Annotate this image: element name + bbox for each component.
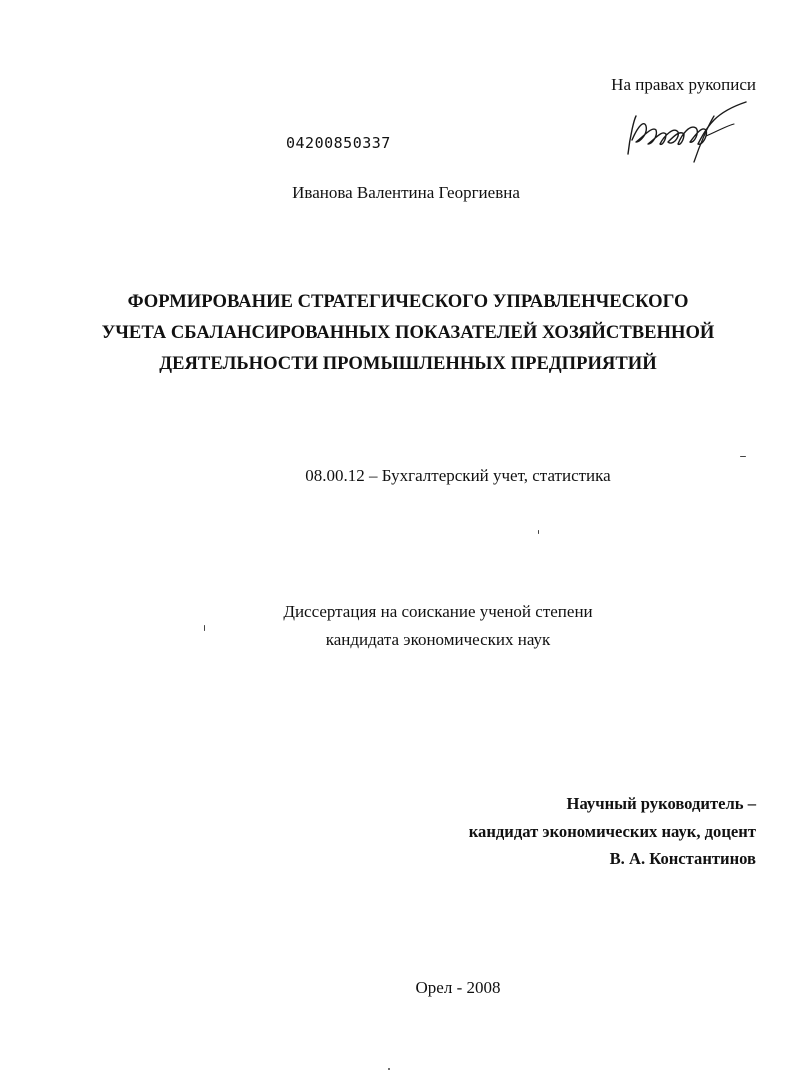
title-line: ФОРМИРОВАНИЕ СТРАТЕГИЧЕСКОГО УПРАВЛЕНЧЕСКОГО [127,291,689,312]
author-name: Иванова Валентина Георгиевна [292,183,520,202]
degree-statement [0,598,798,654]
place-and-year: Орел - 2008 [415,978,501,997]
manuscript-note: На правах рукописи [611,75,756,94]
scan-artifact [388,1068,390,1070]
supervisor-line: Научный руководитель – [566,794,756,813]
scientific-supervisor [469,790,756,873]
document-number: 04200850337 [286,134,391,152]
degree-line: кандидата экономических наук [325,630,551,649]
specialty-code: 08.00.12 – Бухгалтерский учет, статистика [305,466,611,485]
scan-artifact [740,456,746,457]
title-line: УЧЕТА СБАЛАНСИРОВАННЫХ ПОКАЗАТЕЛЕЙ ХОЗЯЙСТВЕННОЙ [101,322,715,343]
supervisor-line: В. А. Константинов [609,849,756,868]
title-line: ДЕЯТЕЛЬНОСТИ ПРОМЫШЛЕННЫХ ПРЕДПРИЯТИЙ [159,353,657,374]
dissertation-title [100,286,716,379]
scan-artifact [204,625,205,631]
degree-line: Диссертация на соискание ученой степени [283,602,593,621]
supervisor-line: кандидат экономических наук, доцент [468,821,756,841]
scan-artifact [538,530,539,534]
author-signature [622,96,752,166]
